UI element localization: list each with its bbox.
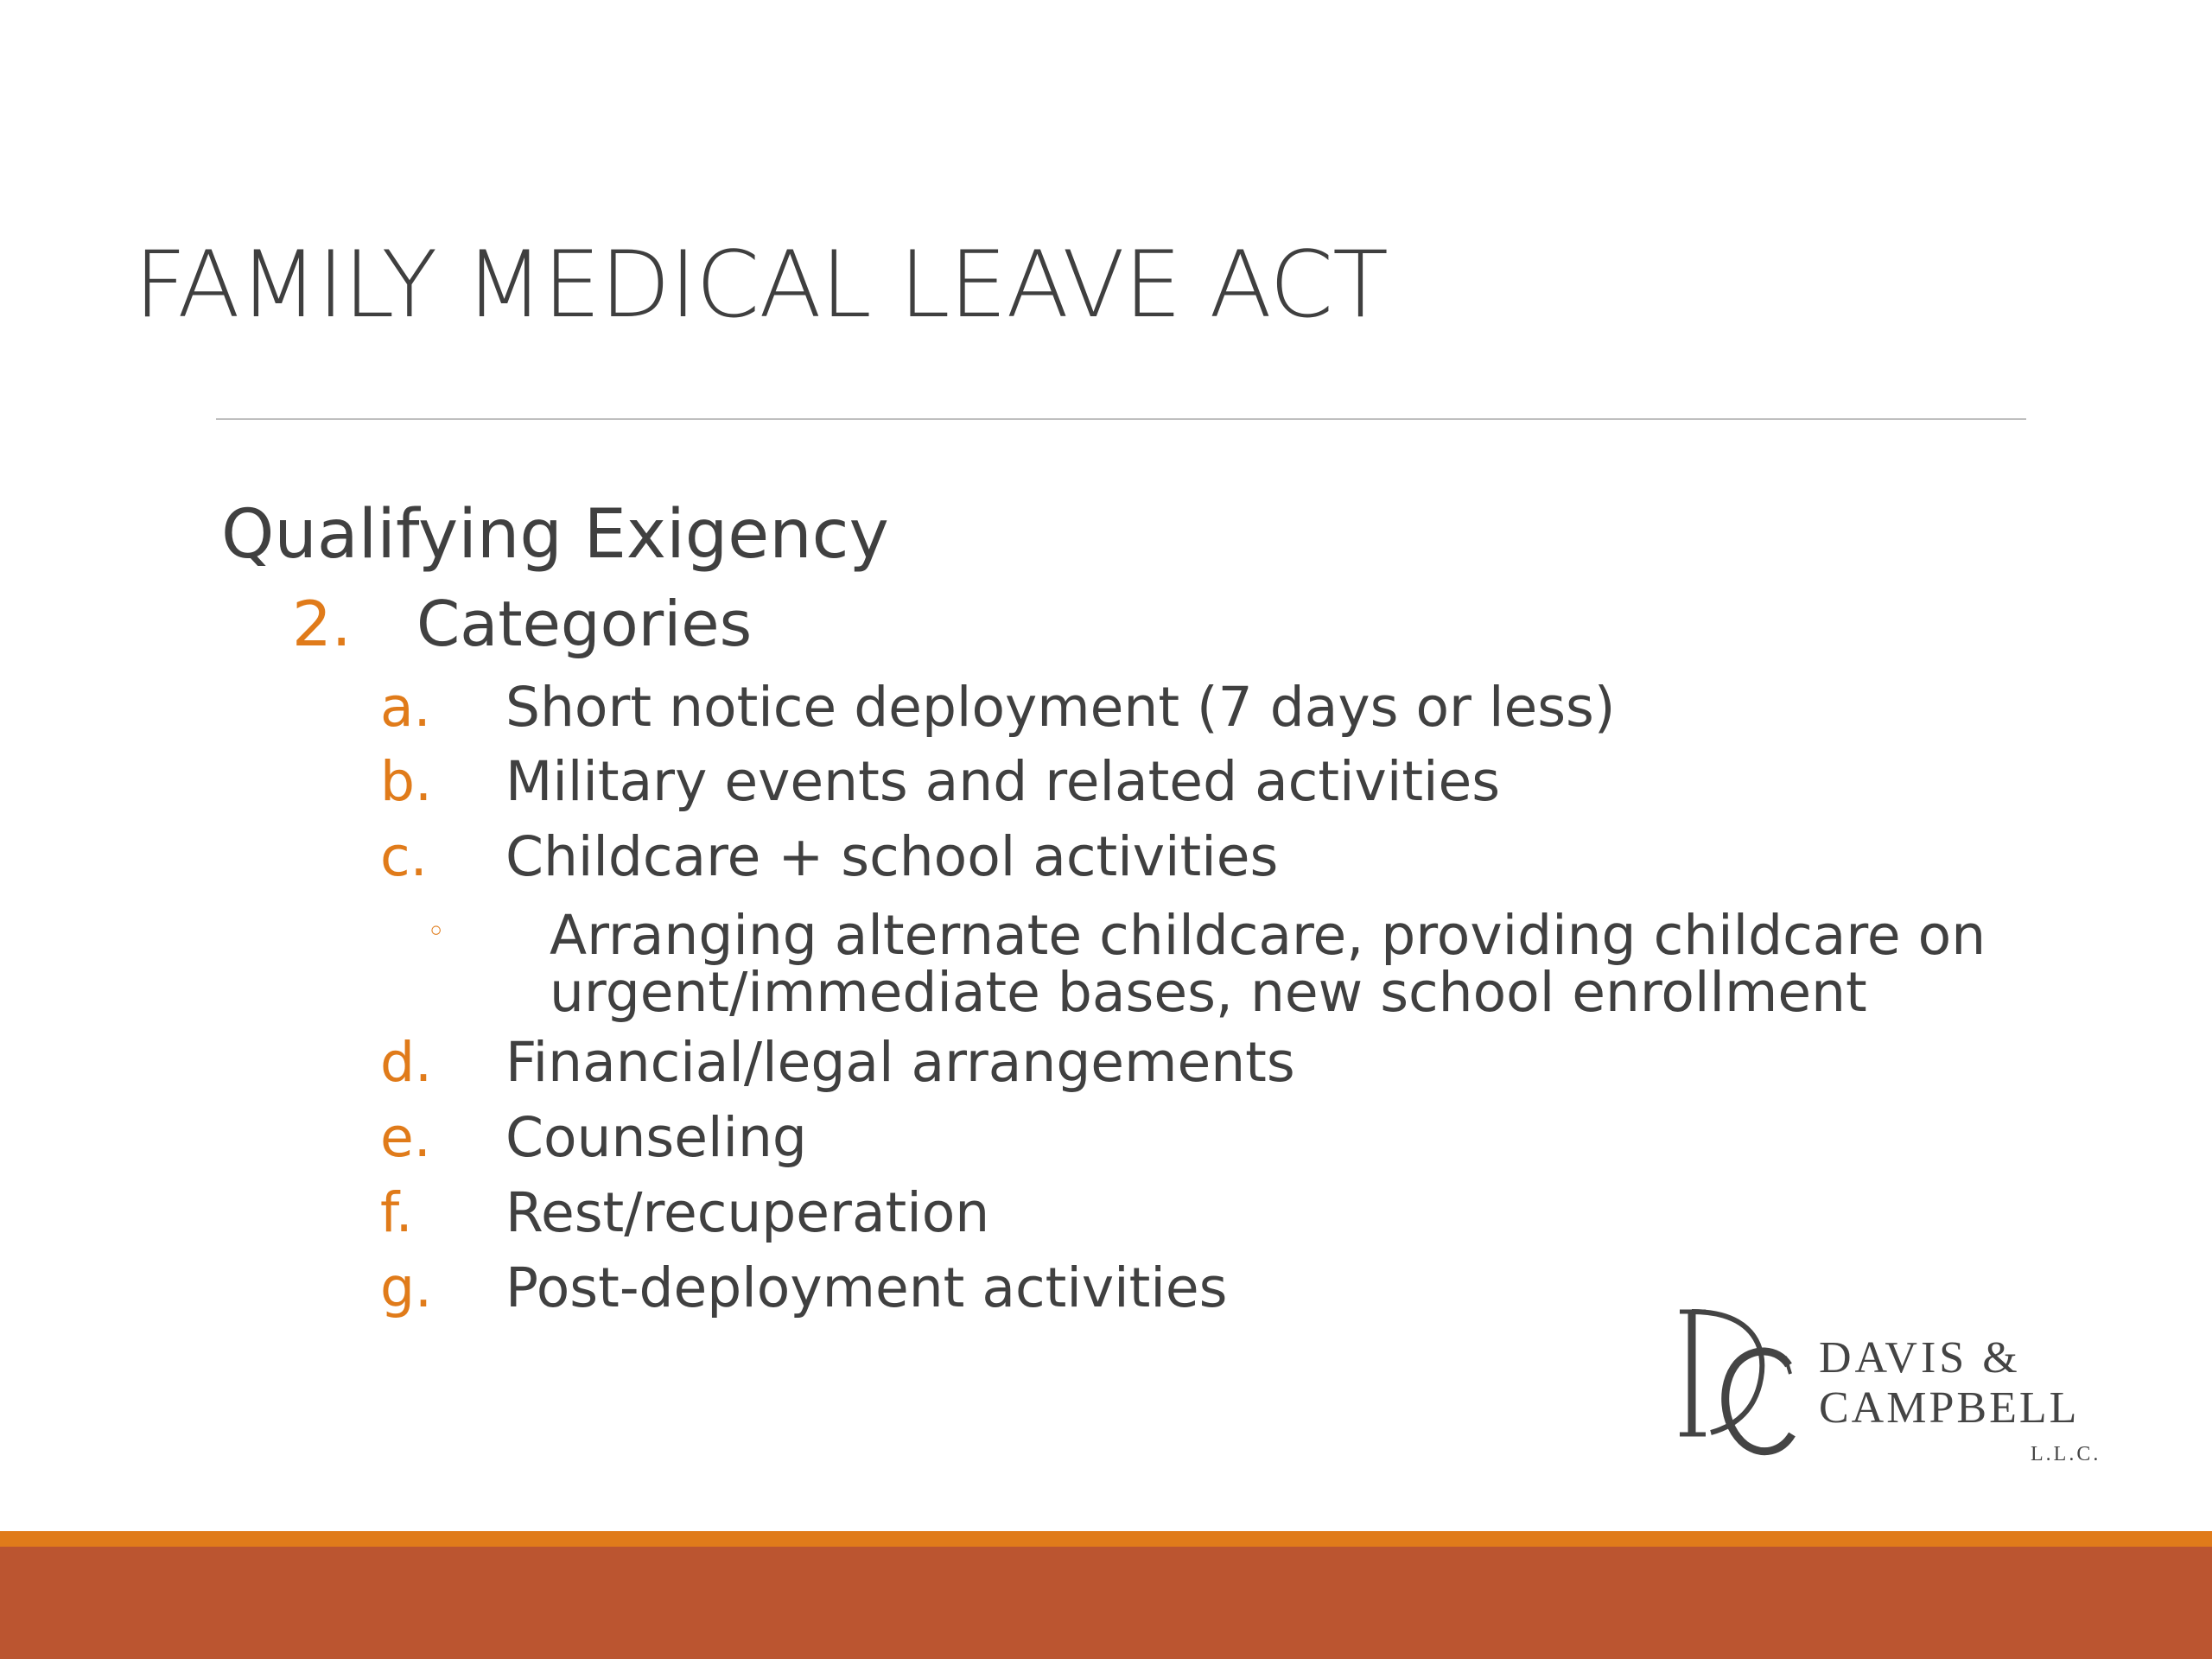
list-item-b <box>380 750 2022 819</box>
list-item-e <box>380 1106 2022 1175</box>
item-marker: d. <box>380 1031 433 1094</box>
sub-item-text: Arranging alternate childcare, providing childcare on urgent/immediate bases, new school enrollment <box>550 904 1986 1024</box>
bullet-marker: ◦ <box>427 914 446 950</box>
list-item-f <box>380 1181 2022 1250</box>
item-marker: f. <box>380 1181 413 1244</box>
item-text: Post-deployment activities <box>505 1256 1228 1319</box>
slide-title: FAMILY MEDICAL LEAVE ACT <box>134 232 1388 338</box>
item-marker: g. <box>380 1256 433 1319</box>
item-text: Rest/recuperation <box>505 1181 990 1244</box>
item-text: Counseling <box>505 1106 807 1169</box>
list-item-a <box>380 676 2022 745</box>
footer-band <box>0 1547 2212 1659</box>
item-text: Military events and related activities <box>505 750 1501 813</box>
title-divider <box>216 418 2026 420</box>
item-marker: e. <box>380 1106 431 1169</box>
item-text: Childcare + school activities <box>505 825 1279 888</box>
logo-text-line2: CAMPBELL <box>1819 1383 2080 1433</box>
section-heading: Qualifying Exigency <box>221 496 889 574</box>
item-number: 2. <box>292 588 352 660</box>
item-marker: c. <box>380 825 428 888</box>
item-text: Financial/legal arrangements <box>505 1031 1295 1094</box>
list-item-d <box>380 1031 2022 1100</box>
company-logo <box>1676 1305 2108 1478</box>
item-marker: a. <box>380 676 431 739</box>
dc-monogram-icon <box>1676 1305 1797 1456</box>
item-text: Short notice deployment (7 days or less) <box>505 676 1616 739</box>
numbered-item-categories <box>292 588 897 665</box>
list-item-c <box>380 825 2022 894</box>
item-label: Categories <box>416 588 753 660</box>
footer-accent-stripe <box>0 1531 2212 1547</box>
item-marker: b. <box>380 750 433 813</box>
logo-suffix: L.L.C. <box>2031 1443 2101 1465</box>
logo-text-line1: DAVIS & <box>1819 1333 2021 1382</box>
